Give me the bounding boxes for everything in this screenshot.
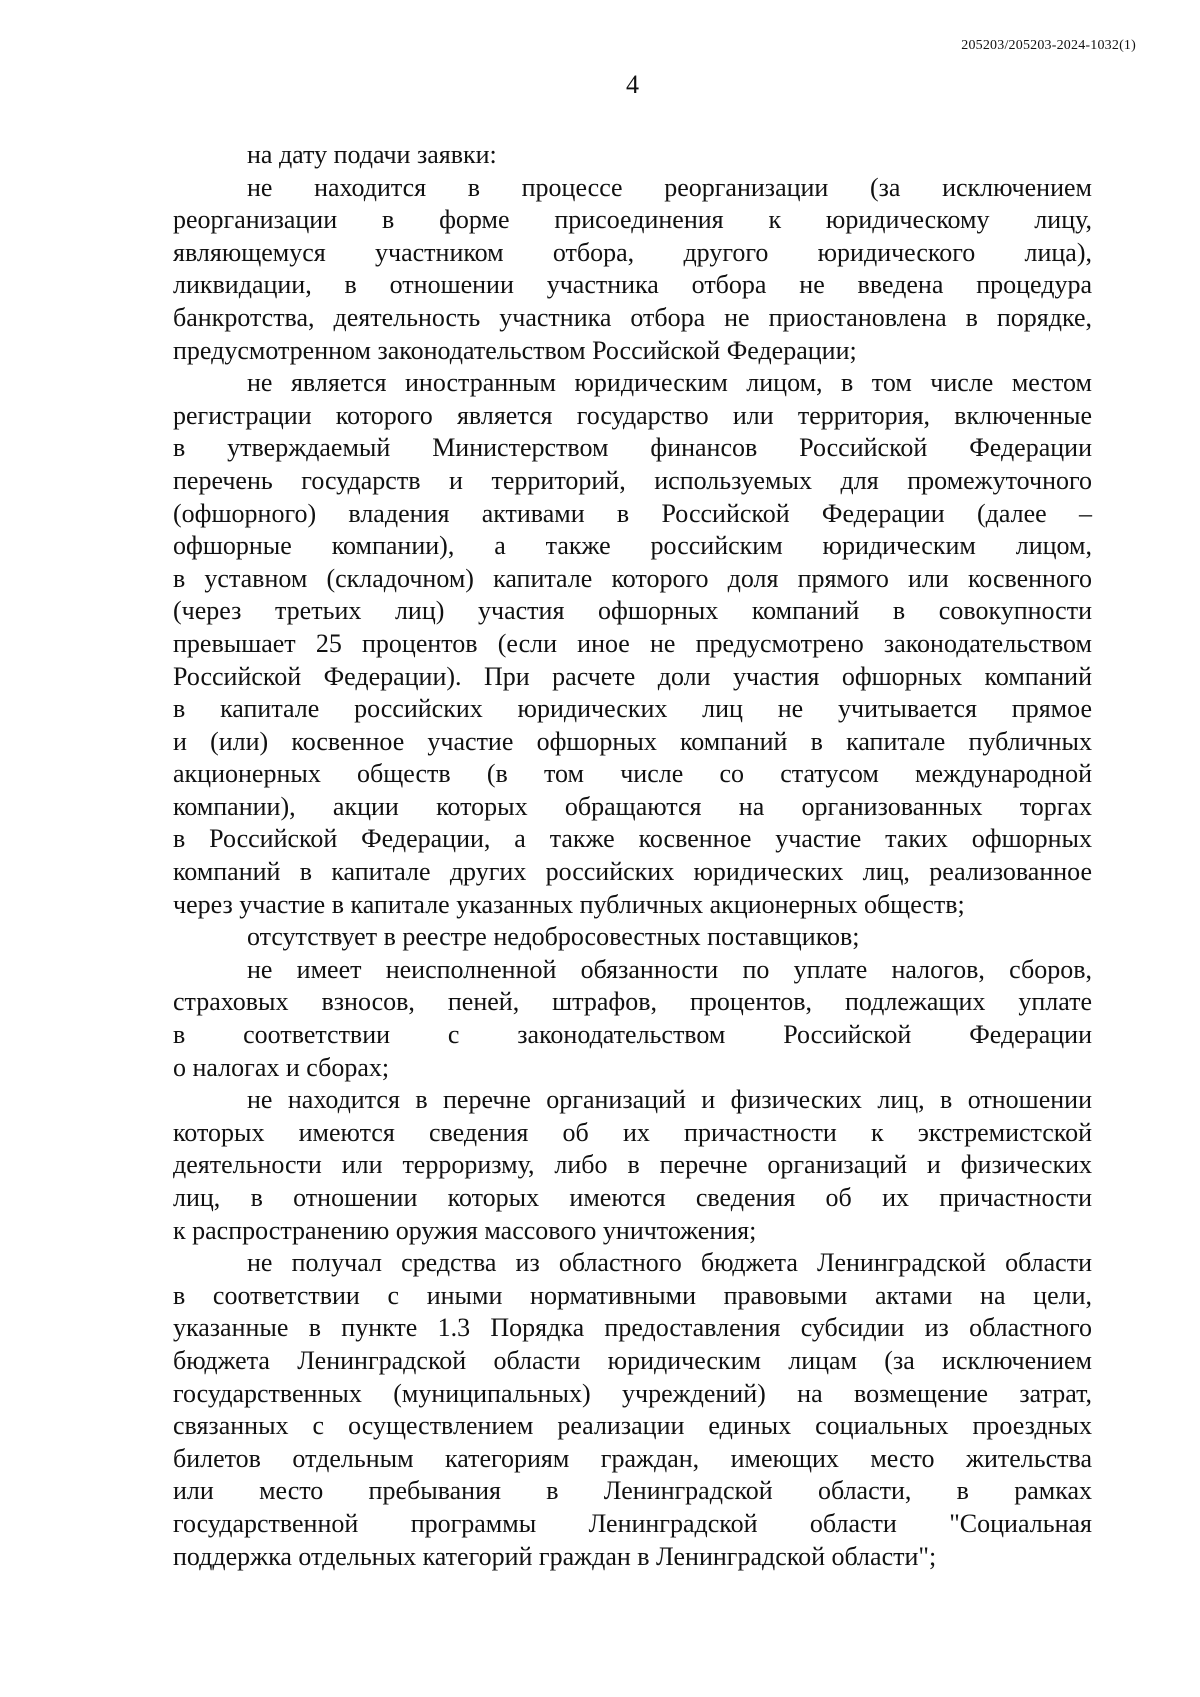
document-id: 205203/205203-2024-1032(1): [961, 38, 1136, 53]
text-line: указанные в пункте 1.3 Порядка предоставления субсидии из областного: [173, 1313, 1092, 1343]
text-line: в уставном (складочном) капитале которого доля прямого или косвенного: [173, 563, 1092, 593]
text-line: (офшорного) владения активами в Российской Федерации (далее –: [173, 498, 1092, 528]
text-line: деятельности или терроризму, либо в перечне организаций и физических: [173, 1150, 1092, 1180]
text-line: регистрации которого является государство или территория, включенные: [173, 400, 1092, 430]
text-line: и (или) косвенное участие офшорных компаний в капитале публичных: [173, 726, 1092, 756]
text-line: в капитале российских юридических лиц не учитывается прямое: [173, 694, 1092, 724]
text-line: в соответствии с иными нормативными правовыми актами на цели,: [173, 1280, 1092, 1310]
text-line: о налогах и сборах;: [173, 1052, 390, 1082]
text-line: Российской Федерации). При расчете доли участия офшорных компаний: [173, 661, 1092, 691]
text-line: не получал средства из областного бюджета Ленинградской области: [247, 1248, 1092, 1278]
text-line: лиц, в отношении которых имеются сведения об их причастности: [173, 1183, 1092, 1212]
text-line: к распространению оружия массового уничтожения;: [173, 1215, 757, 1245]
text-line: перечень государств и территорий, используемых для промежуточного: [173, 465, 1092, 495]
text-line: или место пребывания в Ленинградской области, в рамках: [173, 1476, 1092, 1506]
text-line: компаний в капитале других российских юридических лиц, реализованное: [173, 857, 1092, 887]
text-line: государственных (муниципальных) учреждений) на возмещение затрат,: [173, 1378, 1092, 1408]
text-line: акционерных обществ (в том числе со статусом международной: [173, 759, 1092, 789]
text-line: предусмотренном законодательством Российской Федерации;: [173, 335, 857, 365]
text-line: реорганизации в форме присоединения к юридическому лицу,: [173, 205, 1092, 235]
text-line: страховых взносов, пеней, штрафов, процентов, подлежащих уплате: [173, 987, 1092, 1017]
text-line: связанных с осуществлением реализации единых социальных проездных: [173, 1411, 1092, 1441]
text-line: офшорные компании), а также российским юридическим лицом,: [173, 531, 1092, 561]
text-line: не находится в перечне организаций и физических лиц, в отношении: [247, 1085, 1092, 1115]
text-line: не имеет неисполненной обязанности по уплате налогов, сборов,: [247, 954, 1092, 984]
document-body: [173, 139, 1092, 1573]
text-line: через участие в капитале указанных публичных акционерных обществ;: [173, 889, 965, 919]
text-line: банкротства, деятельность участника отбора не приостановлена в порядке,: [173, 302, 1092, 332]
text-line: бюджета Ленинградской области юридическим лицам (за исключением: [173, 1345, 1092, 1375]
text-line: компании), акции которых обращаются на организованных торгах: [173, 791, 1092, 821]
page-number: 4: [626, 70, 639, 99]
text-line: на дату подачи заявки:: [247, 140, 497, 169]
text-line: поддержка отдельных категорий граждан в Ленинградской области";: [173, 1541, 937, 1571]
text-line: которых имеются сведения об их причастности к экстремистской: [173, 1117, 1092, 1147]
text-line: ликвидации, в отношении участника отбора не введена процедура: [173, 270, 1092, 300]
text-line: билетов отдельным категориям граждан, имеющих место жительства: [173, 1443, 1092, 1473]
text-line: являющемуся участником отбора, другого юридического лица),: [173, 237, 1092, 267]
text-line: государственной программы Ленинградской области "Социальная: [173, 1508, 1092, 1538]
text-line: в утверждаемый Министерством финансов Российской Федерации: [173, 433, 1092, 463]
text-line: не находится в процессе реорганизации (за исключением: [247, 172, 1092, 202]
text-line: отсутствует в реестре недобросовестных поставщиков;: [247, 922, 860, 952]
text-line: (через третьих лиц) участия офшорных компаний в совокупности: [173, 596, 1092, 626]
text-line: в соответствии с законодательством Российской Федерации: [173, 1020, 1092, 1050]
text-line: в Российской Федерации, а также косвенное участие таких офшорных: [173, 824, 1092, 854]
text-line: не является иностранным юридическим лицом, в том числе местом: [247, 368, 1092, 398]
text-line: превышает 25 процентов (если иное не предусмотрено законодательством: [173, 628, 1092, 658]
